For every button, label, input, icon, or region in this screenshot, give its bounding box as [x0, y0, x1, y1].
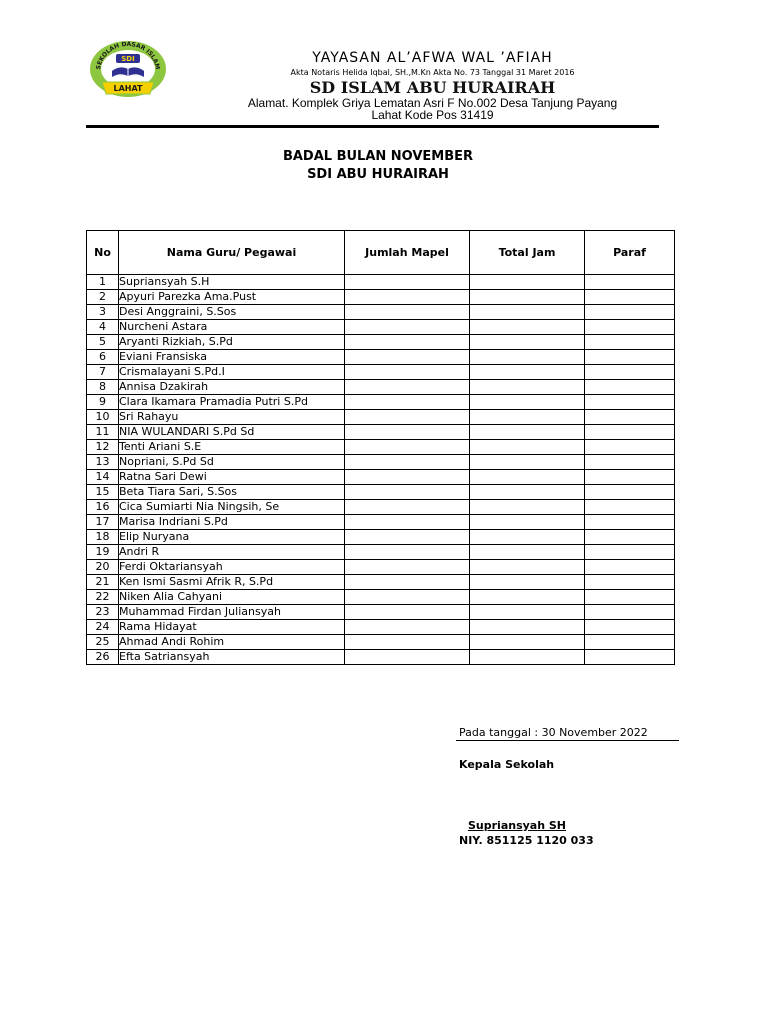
logo-ring-text: SEKOLAH DASAR ISLAM [95, 40, 161, 71]
row-number: 23 [87, 605, 119, 620]
column-header-no: No [87, 231, 119, 275]
table-row [87, 305, 675, 320]
staff-name: Ken Ismi Sasmi Afrik R, S.Pd [119, 575, 345, 590]
row-number: 18 [87, 530, 119, 545]
school-logo [86, 38, 170, 98]
signature-cell [585, 425, 675, 440]
total-hours-cell [470, 305, 585, 320]
principal-title: Kepala Sekolah [459, 758, 555, 771]
signature-cell [585, 500, 675, 515]
staff-name: Ahmad Andi Rohim [119, 635, 345, 650]
signature-cell [585, 470, 675, 485]
row-number: 20 [87, 560, 119, 575]
table-row [87, 290, 675, 305]
row-number: 13 [87, 455, 119, 470]
signature-cell [585, 410, 675, 425]
total-hours-cell [470, 485, 585, 500]
subjects-cell [345, 515, 470, 530]
staff-name: Tenti Ariani S.E [119, 440, 345, 455]
document-subtitle: SDI ABU HURAIRAH [307, 167, 449, 182]
subjects-cell [345, 410, 470, 425]
document-title: BADAL BULAN NOVEMBER [282, 149, 474, 164]
subjects-cell [345, 335, 470, 350]
staff-name: Marisa Indriani S.Pd [119, 515, 345, 530]
signature-cell [585, 485, 675, 500]
signature-cell [585, 320, 675, 335]
subjects-cell [345, 350, 470, 365]
staff-name: Eviani Fransiska [119, 350, 345, 365]
staff-name: Annisa Dzakirah [119, 380, 345, 395]
school-address [230, 97, 635, 121]
staff-name: Muhammad Firdan Juliansyah [119, 605, 345, 620]
table-row [87, 365, 675, 380]
subjects-cell [345, 485, 470, 500]
subjects-cell [345, 500, 470, 515]
table-row [87, 590, 675, 605]
table-row [87, 545, 675, 560]
staff-name: Supriansyah S.H [119, 275, 345, 290]
staff-name: Andri R [119, 545, 345, 560]
table-row [87, 395, 675, 410]
signature-cell [585, 515, 675, 530]
date-underline [456, 740, 679, 741]
row-number: 14 [87, 470, 119, 485]
subjects-cell [345, 590, 470, 605]
signature-cell [585, 590, 675, 605]
signature-cell [585, 620, 675, 635]
logo-banner-text: LAHAT [113, 84, 143, 93]
total-hours-cell [470, 650, 585, 665]
table-row [87, 485, 675, 500]
staff-name: Beta Tiara Sari, S.Sos [119, 485, 345, 500]
table-row [87, 410, 675, 425]
staff-name: Efta Satriansyah [119, 650, 345, 665]
subjects-cell [345, 380, 470, 395]
table-row [87, 470, 675, 485]
table-row [87, 500, 675, 515]
signature-cell [585, 575, 675, 590]
staff-name: Rama Hidayat [119, 620, 345, 635]
subjects-cell [345, 320, 470, 335]
total-hours-cell [470, 470, 585, 485]
signature-cell [585, 395, 675, 410]
signature-cell [585, 350, 675, 365]
staff-name: Cica Sumiarti Nia Ningsih, Se [119, 500, 345, 515]
principal-name: Supriansyah SH [468, 819, 567, 832]
address-line-1: Alamat. Komplek Griya Lematan Asri F No.002 Desa Tanjung Payang [247, 96, 618, 110]
total-hours-cell [470, 575, 585, 590]
signature-cell [585, 365, 675, 380]
subjects-cell [345, 455, 470, 470]
table-row [87, 440, 675, 455]
row-number: 21 [87, 575, 119, 590]
notary-deed: Akta Notaris Helida Iqbal, SH.,M.Kn Akta No. 73 Tanggal 31 Maret 2016 [290, 68, 575, 77]
table-row [87, 575, 675, 590]
column-header-signature: Paraf [585, 231, 675, 275]
signature-cell [585, 290, 675, 305]
subjects-cell [345, 305, 470, 320]
row-number: 10 [87, 410, 119, 425]
staff-name: Aryanti Rizkiah, S.Pd [119, 335, 345, 350]
row-number: 9 [87, 395, 119, 410]
table-row [87, 425, 675, 440]
signature-cell [585, 530, 675, 545]
total-hours-cell [470, 395, 585, 410]
subjects-cell [345, 575, 470, 590]
subjects-cell [345, 560, 470, 575]
table-row [87, 350, 675, 365]
total-hours-cell [470, 605, 585, 620]
signature-cell [585, 380, 675, 395]
staff-name: Ferdi Oktariansyah [119, 560, 345, 575]
total-hours-cell [470, 290, 585, 305]
total-hours-cell [470, 635, 585, 650]
row-number: 26 [87, 650, 119, 665]
staff-name: NIA WULANDARI S.Pd Sd [119, 425, 345, 440]
total-hours-cell [470, 275, 585, 290]
table-row [87, 335, 675, 350]
column-header-subjects: Jumlah Mapel [345, 231, 470, 275]
table-row [87, 320, 675, 335]
table-row [87, 530, 675, 545]
signature-cell [585, 545, 675, 560]
row-number: 4 [87, 320, 119, 335]
row-number: 5 [87, 335, 119, 350]
table-header-row [87, 231, 675, 275]
subjects-cell [345, 275, 470, 290]
total-hours-cell [470, 410, 585, 425]
header-divider [86, 125, 659, 128]
total-hours-cell [470, 425, 585, 440]
staff-table [86, 230, 675, 665]
signature-cell [585, 605, 675, 620]
row-number: 19 [87, 545, 119, 560]
signature-cell [585, 560, 675, 575]
staff-name: Niken Alia Cahyani [119, 590, 345, 605]
signature-cell [585, 335, 675, 350]
row-number: 7 [87, 365, 119, 380]
subjects-cell [345, 545, 470, 560]
total-hours-cell [470, 620, 585, 635]
total-hours-cell [470, 560, 585, 575]
table-row [87, 650, 675, 665]
staff-name: Crismalayani S.Pd.I [119, 365, 345, 380]
staff-name: Nurcheni Astara [119, 320, 345, 335]
total-hours-cell [470, 530, 585, 545]
table-row [87, 515, 675, 530]
school-name: SD ISLAM ABU HURAIRAH [309, 78, 556, 97]
row-number: 1 [87, 275, 119, 290]
staff-name: Ratna Sari Dewi [119, 470, 345, 485]
row-number: 2 [87, 290, 119, 305]
staff-name: Sri Rahayu [119, 410, 345, 425]
total-hours-cell [470, 320, 585, 335]
signature-cell [585, 650, 675, 665]
principal-niy: NIY. 851125 1120 033 [459, 834, 594, 847]
table-body [87, 275, 675, 665]
table-row [87, 560, 675, 575]
row-number: 12 [87, 440, 119, 455]
table-row [87, 275, 675, 290]
signature-cell [585, 305, 675, 320]
table-row [87, 605, 675, 620]
address-line-2: Lahat Kode Pos 31419 [371, 108, 494, 122]
staff-name: Apyuri Parezka Ama.Pust [119, 290, 345, 305]
subjects-cell [345, 605, 470, 620]
column-header-total-hours: Total Jam [470, 231, 585, 275]
signature-cell [585, 635, 675, 650]
total-hours-cell [470, 500, 585, 515]
column-header-name: Nama Guru/ Pegawai [119, 231, 345, 275]
staff-name: Desi Anggraini, S.Sos [119, 305, 345, 320]
subjects-cell [345, 395, 470, 410]
row-number: 25 [87, 635, 119, 650]
subjects-cell [345, 440, 470, 455]
row-number: 15 [87, 485, 119, 500]
foundation-name: YAYASAN AL’AFWA WAL ’AFIAH [312, 50, 553, 66]
total-hours-cell [470, 335, 585, 350]
row-number: 22 [87, 590, 119, 605]
row-number: 8 [87, 380, 119, 395]
subjects-cell [345, 365, 470, 380]
subjects-cell [345, 290, 470, 305]
row-number: 11 [87, 425, 119, 440]
subjects-cell [345, 530, 470, 545]
subjects-cell [345, 425, 470, 440]
total-hours-cell [470, 380, 585, 395]
signature-cell [585, 455, 675, 470]
signature-cell [585, 275, 675, 290]
table-row [87, 455, 675, 470]
signature-cell [585, 440, 675, 455]
logo-badge-text: SDI [121, 55, 135, 63]
total-hours-cell [470, 590, 585, 605]
subjects-cell [345, 620, 470, 635]
staff-name: Elip Nuryana [119, 530, 345, 545]
staff-name: Nopriani, S.Pd Sd [119, 455, 345, 470]
staff-name: Clara Ikamara Pramadia Putri S.Pd [119, 395, 345, 410]
table-row [87, 620, 675, 635]
row-number: 24 [87, 620, 119, 635]
total-hours-cell [470, 350, 585, 365]
row-number: 6 [87, 350, 119, 365]
row-number: 16 [87, 500, 119, 515]
total-hours-cell [470, 515, 585, 530]
table-row [87, 635, 675, 650]
total-hours-cell [470, 455, 585, 470]
total-hours-cell [470, 440, 585, 455]
total-hours-cell [470, 365, 585, 380]
row-number: 17 [87, 515, 119, 530]
subjects-cell [345, 635, 470, 650]
signing-date: Pada tanggal : 30 November 2022 [459, 726, 648, 739]
subjects-cell [345, 470, 470, 485]
total-hours-cell [470, 545, 585, 560]
row-number: 3 [87, 305, 119, 320]
subjects-cell [345, 650, 470, 665]
table-row [87, 380, 675, 395]
